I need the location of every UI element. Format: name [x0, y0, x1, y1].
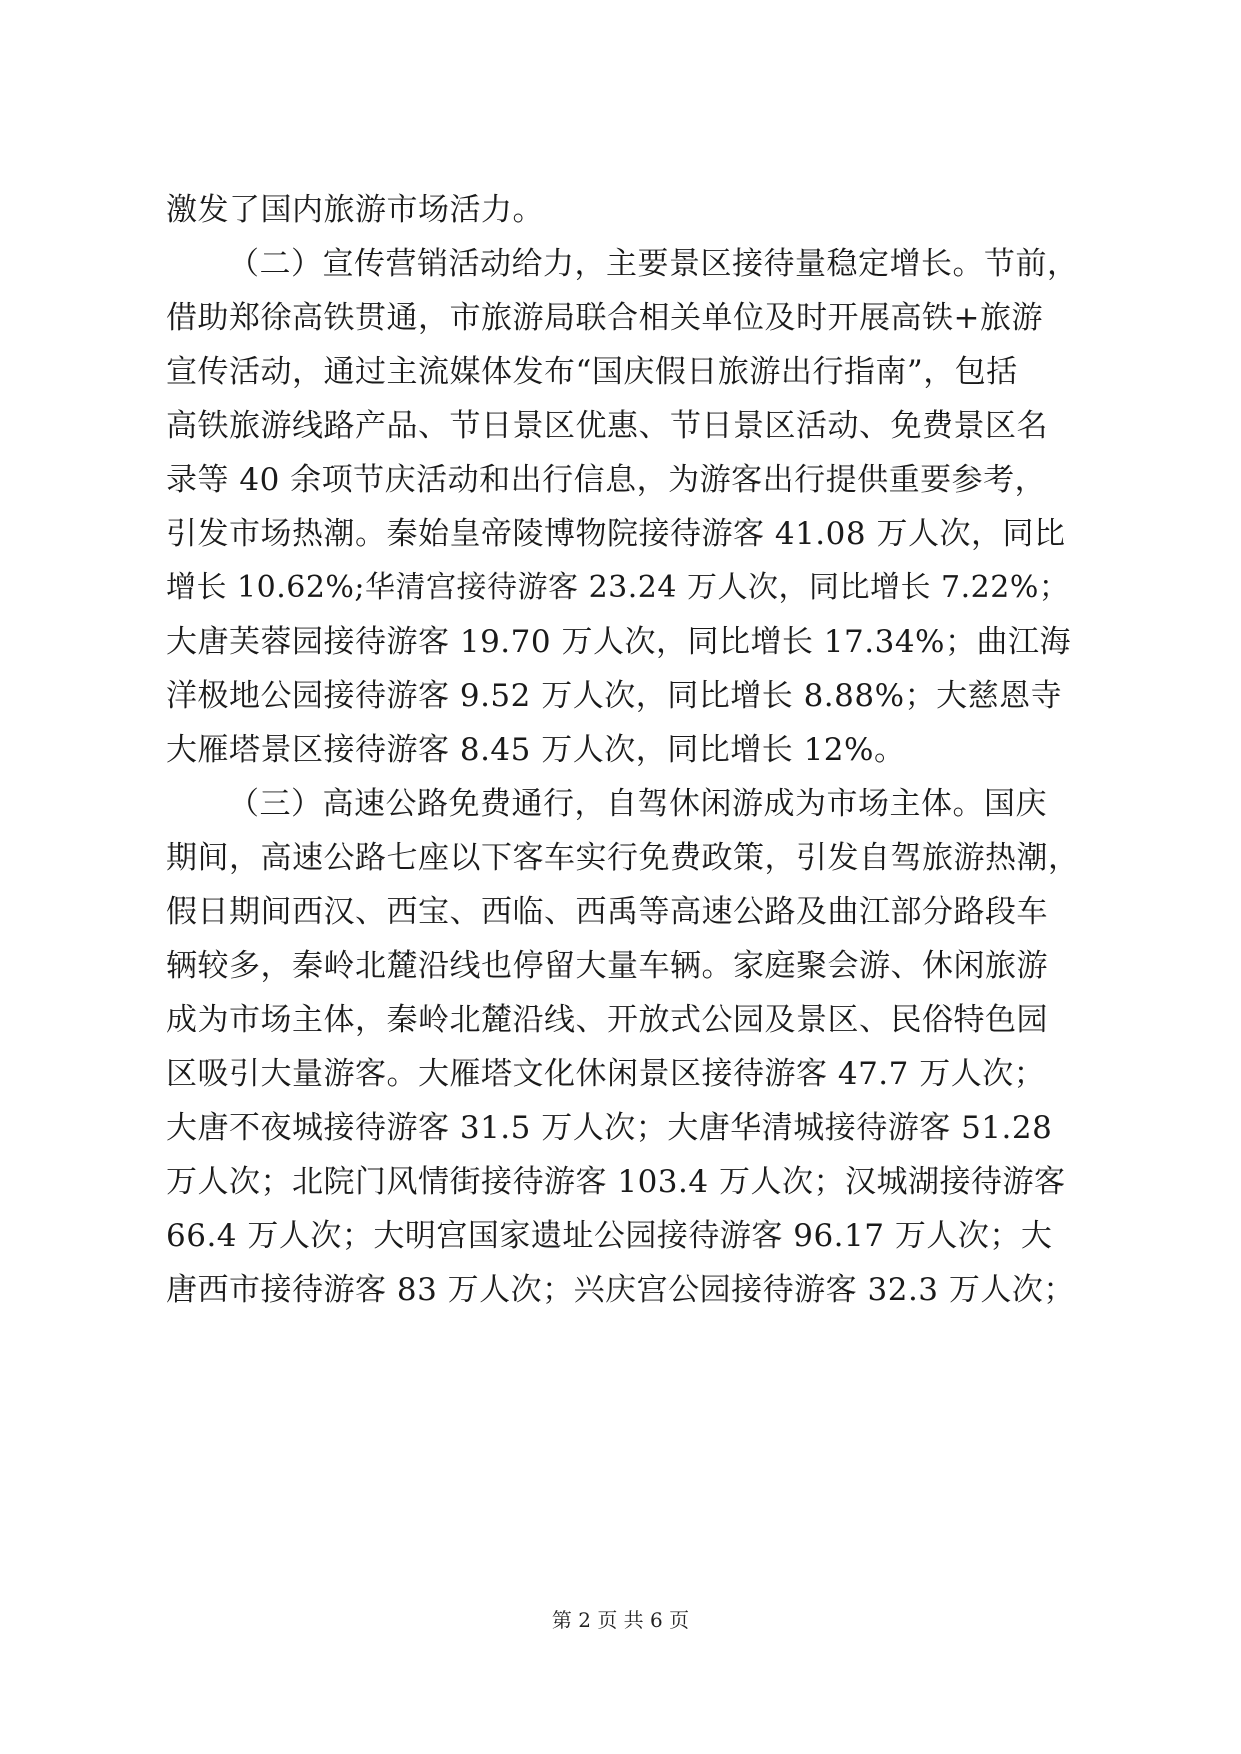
- text-line-6: 录等 40 余项节庆活动和出行信息，为游客出行提供重要参考，: [166, 462, 1047, 498]
- text-line-4: 宣传活动，通过主流媒体发布“国庆假日旅游出行指南”，包括: [166, 354, 1018, 390]
- text-line-10: 洋极地公园接待游客 9.52 万人次，同比增长 8.88%；大慈恩寺: [166, 678, 1063, 714]
- text-line-17: 区吸引大量游客。大雁塔文化休闲景区接待游客 47.7 万人次；: [166, 1056, 1046, 1092]
- text-line-3: 借助郑徐高铁贯通，市旅游局联合相关单位及时开展高铁+旅游: [166, 300, 1043, 336]
- text-line-14: 假日期间西汉、西宝、西临、西禹等高速公路及曲江部分路段车: [166, 894, 1048, 930]
- text-line-8: 增长 10.62%;华清宫接待游客 23.24 万人次，同比增长 7.22%；: [166, 570, 1070, 605]
- text-line-2: （二）宣传营销活动给力，主要景区接待量稳定增长。节前，: [228, 246, 1079, 282]
- text-line-11: 大雁塔景区接待游客 8.45 万人次，同比增长 12%。: [166, 732, 906, 768]
- text-line-21: 唐西市接待游客 83 万人次；兴庆宫公园接待游客 32.3 万人次；: [166, 1272, 1075, 1308]
- text-line-15: 辆较多，秦岭北麓沿线也停留大量车辆。家庭聚会游、休闲旅游: [166, 948, 1048, 984]
- text-line-16: 成为市场主体，秦岭北麓沿线、开放式公园及景区、民俗特色园: [166, 1002, 1048, 1038]
- text-line-20: 66.4 万人次；大明宫国家遗址公园接待游客 96.17 万人次；大: [166, 1218, 1053, 1254]
- text-line-13: 期间，高速公路七座以下客车实行免费政策，引发自驾旅游热潮，: [166, 840, 1080, 876]
- text-line-5: 高铁旅游线路产品、节日景区优惠、节日景区活动、免费景区名: [166, 408, 1048, 444]
- text-line-7: 引发市场热潮。秦始皇帝陵博物院接待游客 41.08 万人次，同比: [166, 516, 1066, 552]
- text-line-9: 大唐芙蓉园接待游客 19.70 万人次，同比增长 17.34%；曲江海: [166, 624, 1072, 660]
- page-number-footer: 第 2 页 共 6 页: [551, 1608, 690, 1632]
- text-line-1: 激发了国内旅游市场活力。: [166, 192, 544, 228]
- text-line-12: （三）高速公路免费通行，自驾休闲游成为市场主体。国庆: [228, 786, 1047, 822]
- text-line-18: 大唐不夜城接待游客 31.5 万人次；大唐华清城接待游客 51.28: [166, 1110, 1053, 1146]
- text-line-19: 万人次；北院门风情街接待游客 103.4 万人次；汉城湖接待游客: [166, 1164, 1066, 1200]
